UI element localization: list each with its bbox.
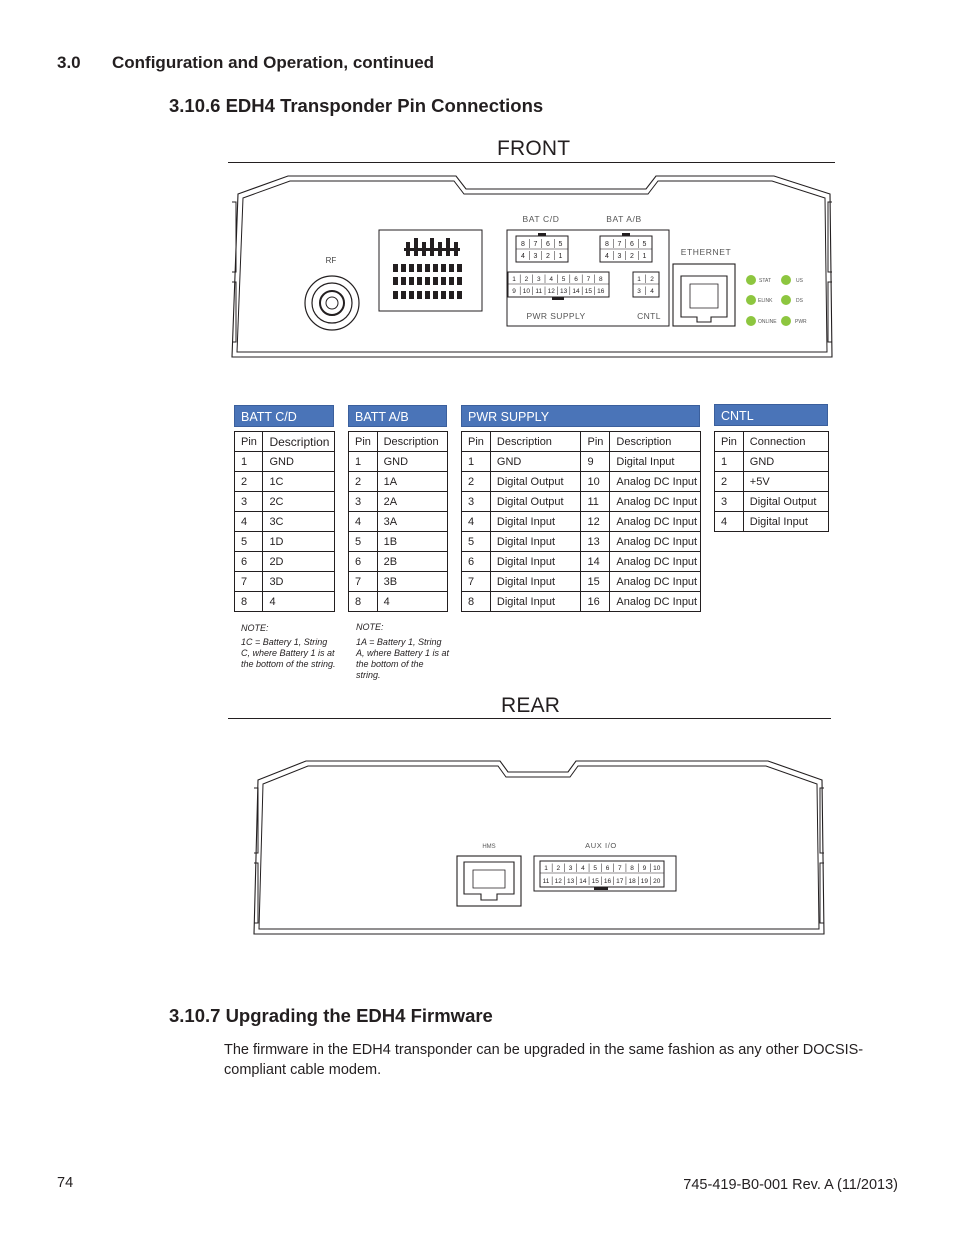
table-header-row	[349, 432, 448, 452]
table-cell: 3	[715, 492, 744, 512]
pin-number-label: 6	[574, 276, 578, 283]
table-cell: Analog DC Input	[610, 552, 701, 572]
table-cell: Digital Input	[490, 512, 581, 532]
rf-connector-pin	[326, 297, 338, 309]
pin-number-label: 2	[524, 276, 529, 283]
pin-number-label: 16	[597, 288, 605, 295]
table-cell: 2	[715, 472, 744, 492]
pin-number-label: 4	[521, 253, 525, 260]
table-cell: +5V	[743, 472, 828, 492]
rf-connector-outer	[305, 276, 359, 330]
table-cell: Digital Output	[490, 472, 581, 492]
table-cell: GND	[377, 452, 447, 472]
table-cell: 2C	[263, 492, 335, 512]
pin-number-label: 1	[512, 276, 516, 283]
page-number: 74	[57, 1175, 74, 1191]
table-row	[715, 492, 829, 512]
pin-number-label: 8	[630, 865, 634, 872]
front-view-title: FRONT	[497, 137, 571, 160]
table-cell: 2	[462, 472, 491, 492]
table-cell: 11	[581, 492, 610, 512]
pin-number-label: 5	[561, 276, 566, 283]
pwr-supply-table	[461, 431, 701, 612]
pin-number-label: 20	[653, 878, 661, 885]
pin-number-label: 6	[605, 865, 610, 872]
table-cell: 8	[462, 592, 491, 612]
table-header-cell: Pin	[349, 432, 378, 452]
pin-number-label: 15	[591, 878, 599, 885]
led-ds-label: DS	[796, 298, 803, 304]
table-cell: 1D	[263, 532, 335, 552]
table-header-row	[462, 432, 701, 452]
batt-cd-table-title: BATT C/D	[234, 405, 334, 427]
table-cell: 5	[462, 532, 491, 552]
ethernet-label: ETHERNET	[680, 247, 732, 257]
cntl-table	[714, 431, 829, 532]
table-header-cell: Connection	[743, 432, 828, 452]
table-cell: 8	[349, 592, 378, 612]
table-cell: 3D	[263, 572, 335, 592]
table-row	[349, 452, 448, 472]
cntl-label: CNTL	[637, 311, 661, 321]
table-row	[235, 572, 335, 592]
hms-port-frame	[457, 856, 521, 906]
pin-number-label: 2	[650, 276, 654, 283]
table-cell: 7	[349, 572, 378, 592]
rf-connector-ring	[312, 283, 352, 323]
table-row	[235, 492, 335, 512]
pin-number-label: 13	[566, 878, 575, 885]
table-row	[462, 592, 701, 612]
table-row	[349, 552, 448, 572]
table-cell: Analog DC Input	[610, 472, 701, 492]
table-cell: 4	[377, 592, 447, 612]
table-cell: Digital Output	[743, 492, 828, 512]
pin-number-label: 3	[536, 276, 541, 283]
ethernet-port	[681, 276, 727, 322]
pin-number-label: 7	[586, 276, 591, 283]
table-cell: 3	[235, 492, 263, 512]
led-ds	[781, 295, 791, 305]
pin-number-label: 14	[579, 878, 587, 885]
led-online-label: ONLINE	[758, 319, 777, 325]
pin-number-label: 11	[535, 288, 543, 295]
table-cell: 2D	[263, 552, 335, 572]
rf-label: RF	[325, 256, 337, 265]
batt-cd-note-label: NOTE:	[241, 623, 269, 633]
table-row	[235, 472, 335, 492]
pin-number-label: 2	[630, 253, 634, 260]
aux-io-top-pins	[544, 864, 661, 873]
table-header-cell: Pin	[715, 432, 744, 452]
led-online	[746, 316, 756, 326]
cntl-table-title: CNTL	[714, 404, 828, 426]
aux-io-label: AUX I/O	[585, 841, 617, 850]
table-row	[349, 492, 448, 512]
table-cell: 8	[235, 592, 263, 612]
bat-cd-bottom-pins	[521, 251, 563, 260]
table-cell: 4	[349, 512, 378, 532]
table-cell: 5	[349, 532, 378, 552]
bat-cd-label: BAT C/D	[522, 214, 560, 224]
subsection-heading-firmware: 3.10.7 Upgrading the EDH4 Firmware	[169, 1005, 493, 1026]
pin-number-label: 8	[521, 241, 525, 248]
pin-number-label: 7	[617, 865, 622, 872]
table-cell: 14	[581, 552, 610, 572]
pwr-supply-table-title: PWR SUPPLY	[461, 405, 700, 427]
pin-number-label: 5	[558, 241, 563, 248]
table-cell: Digital Input	[490, 572, 581, 592]
pwr-supply-top-pins	[512, 275, 603, 284]
hms-label: HMS	[482, 844, 496, 850]
table-cell: 1	[715, 452, 744, 472]
pin-number-label: 11	[542, 878, 550, 885]
table-header-row	[235, 432, 335, 452]
table-cell: 3	[462, 492, 491, 512]
table-cell: 3B	[377, 572, 447, 592]
led-pwr	[781, 316, 791, 326]
table-cell: Digital Output	[490, 492, 581, 512]
pin-number-label: 6	[630, 241, 634, 248]
pin-number-label: 1	[637, 276, 641, 283]
pin-number-label: 9	[512, 288, 516, 295]
table-row	[462, 512, 701, 532]
pin-number-label: 3	[637, 288, 641, 295]
table-header-cell: Pin	[462, 432, 491, 452]
led-elink-label: ELINK	[758, 298, 773, 304]
test-point-header	[404, 238, 460, 256]
table-cell: 7	[462, 572, 491, 592]
table-cell: Digital Input	[743, 512, 828, 532]
rear-view-title: REAR	[501, 694, 561, 717]
rf-connector-inner	[320, 291, 344, 315]
table-cell: 1C	[263, 472, 335, 492]
table-row	[235, 592, 335, 612]
pin-number-label: 1	[544, 865, 548, 872]
table-row	[462, 452, 701, 472]
table-cell: 1A	[377, 472, 447, 492]
table-row	[235, 532, 335, 552]
table-row	[462, 492, 701, 512]
pin-number-label: 4	[581, 865, 585, 872]
pin-number-label: 3	[617, 253, 622, 260]
table-cell: 4	[715, 512, 744, 532]
pin-number-label: 5	[593, 865, 598, 872]
table-cell: Analog DC Input	[610, 592, 701, 612]
cntl-top-pins	[637, 275, 654, 284]
table-cell: 4	[235, 512, 263, 532]
pin-number-label: 2	[546, 253, 550, 260]
table-row	[462, 472, 701, 492]
table-cell: 7	[235, 572, 263, 592]
table-cell: Analog DC Input	[610, 492, 701, 512]
table-header-cell: Pin	[581, 432, 610, 452]
table-cell: Digital Input	[490, 552, 581, 572]
table-cell: 3	[349, 492, 378, 512]
pin-number-label: 19	[640, 878, 649, 885]
table-row	[349, 472, 448, 492]
table-row	[235, 452, 335, 472]
table-header-cell: Description	[263, 432, 335, 452]
batt-cd-table	[234, 431, 335, 612]
table-cell: 12	[581, 512, 610, 532]
table-cell: 1	[462, 452, 491, 472]
pin-number-label: 4	[605, 253, 609, 260]
pin-number-label: 8	[598, 276, 603, 283]
pin-number-label: 15	[584, 288, 593, 295]
aux-io-bottom-pins	[543, 877, 661, 886]
table-cell: 3C	[263, 512, 335, 532]
led-stat	[746, 275, 756, 285]
pin-number-label: 9	[642, 865, 647, 872]
table-cell: 6	[235, 552, 263, 572]
table-row	[462, 552, 701, 572]
table-header-cell: Description	[610, 432, 701, 452]
table-cell: GND	[743, 452, 828, 472]
table-cell: 6	[462, 552, 491, 572]
rear-panel-diagram	[246, 758, 832, 940]
section-number: 3.0	[57, 53, 81, 72]
table-cell: 2A	[377, 492, 447, 512]
bat-ab-top-pins	[605, 239, 647, 248]
batt-cd-note: 1C = Battery 1, String C, where Battery 1 is at the bottom of the string.	[241, 637, 336, 669]
pin-number-label: 1	[642, 253, 647, 260]
pin-number-label: 7	[533, 241, 538, 248]
table-cell: 5	[235, 532, 263, 552]
table-row	[235, 552, 335, 572]
pin-number-label: 18	[628, 878, 636, 885]
table-cell: Analog DC Input	[610, 512, 701, 532]
table-row	[715, 512, 829, 532]
pwr-supply-label: PWR SUPPLY	[526, 311, 586, 321]
hms-port	[464, 862, 514, 900]
table-row	[235, 512, 335, 532]
pin-number-label: 16	[603, 878, 612, 885]
table-cell: Digital Input	[490, 592, 581, 612]
led-stat-label: STAT	[759, 278, 772, 284]
pwr-supply-bottom-pins	[512, 287, 605, 296]
table-cell: 1	[349, 452, 378, 472]
batt-ab-note: 1A = Battery 1, String A, where Battery 1 is at the bottom of the string.	[356, 637, 450, 680]
table-header-cell: Description	[377, 432, 447, 452]
table-cell: 1B	[377, 532, 447, 552]
pin-number-label: 17	[616, 878, 624, 885]
front-title-rule	[228, 162, 835, 163]
bat-ab-label: BAT A/B	[606, 214, 642, 224]
table-row	[349, 532, 448, 552]
table-cell: Digital Input	[490, 532, 581, 552]
pin-number-label: 7	[617, 241, 622, 248]
pin-number-label: 13	[559, 288, 568, 295]
pin-number-label: 3	[568, 865, 573, 872]
rear-title-rule	[228, 718, 831, 719]
table-row	[349, 592, 448, 612]
led-us-label: US	[796, 278, 803, 284]
table-header-row	[715, 432, 829, 452]
pin-number-label: 14	[572, 288, 580, 295]
table-row	[349, 572, 448, 592]
led-us	[781, 275, 791, 285]
table-cell: 2	[235, 472, 263, 492]
pin-number-label: 4	[549, 276, 554, 283]
table-row	[715, 472, 829, 492]
pin-number-label: 12	[547, 288, 555, 295]
bat-ab-bottom-pins	[605, 251, 647, 260]
table-cell: 16	[581, 592, 610, 612]
table-cell: 1	[235, 452, 263, 472]
table-cell: 2B	[377, 552, 447, 572]
table-header-cell: Pin	[235, 432, 263, 452]
firmware-paragraph: The firmware in the EDH4 transponder can be upgraded in the same fashion as any other DOCSIS-compliant cable modem.	[224, 1042, 864, 1078]
pin-number-label: 10	[653, 865, 661, 872]
led-elink	[746, 295, 756, 305]
table-row	[462, 572, 701, 592]
pin-number-label: 5	[642, 241, 647, 248]
batt-ab-note-label: NOTE:	[356, 622, 384, 632]
table-cell: Analog DC Input	[610, 572, 701, 592]
document-id: 745-419-B0-001 Rev. A (11/2013)	[683, 1177, 898, 1193]
table-cell: 13	[581, 532, 610, 552]
table-cell: Analog DC Input	[610, 532, 701, 552]
table-cell: 6	[349, 552, 378, 572]
cntl-bottom-pins	[637, 287, 654, 296]
table-cell: 15	[581, 572, 610, 592]
table-row	[349, 512, 448, 532]
pin-number-label: 4	[650, 288, 654, 295]
pin-number-label: 1	[558, 253, 563, 260]
pin-number-label: 2	[556, 865, 561, 872]
pin-number-label: 6	[546, 241, 550, 248]
bat-cd-top-pins	[521, 239, 563, 248]
front-panel-diagram	[226, 172, 838, 364]
pin-number-label: 3	[533, 253, 538, 260]
table-cell: GND	[490, 452, 581, 472]
table-cell: 2	[349, 472, 378, 492]
table-cell: Digital Input	[610, 452, 701, 472]
subsection-heading-pins: 3.10.6 EDH4 Transponder Pin Connections	[169, 95, 544, 116]
table-cell: 9	[581, 452, 610, 472]
pin-number-label: 8	[605, 241, 609, 248]
table-cell: 10	[581, 472, 610, 492]
test-point-pins	[393, 264, 462, 299]
table-row	[462, 532, 701, 552]
table-row	[715, 452, 829, 472]
pin-number-label: 12	[554, 878, 562, 885]
batt-ab-table-title: BATT A/B	[348, 405, 447, 427]
table-cell: GND	[263, 452, 335, 472]
section-title: Configuration and Operation, continued	[112, 53, 435, 72]
led-pwr-label: PWR	[795, 319, 807, 325]
batt-ab-table	[348, 431, 448, 612]
table-cell: 4	[462, 512, 491, 532]
table-header-cell: Description	[490, 432, 581, 452]
table-cell: 4	[263, 592, 335, 612]
pin-number-label: 10	[522, 288, 531, 295]
table-cell: 3A	[377, 512, 447, 532]
